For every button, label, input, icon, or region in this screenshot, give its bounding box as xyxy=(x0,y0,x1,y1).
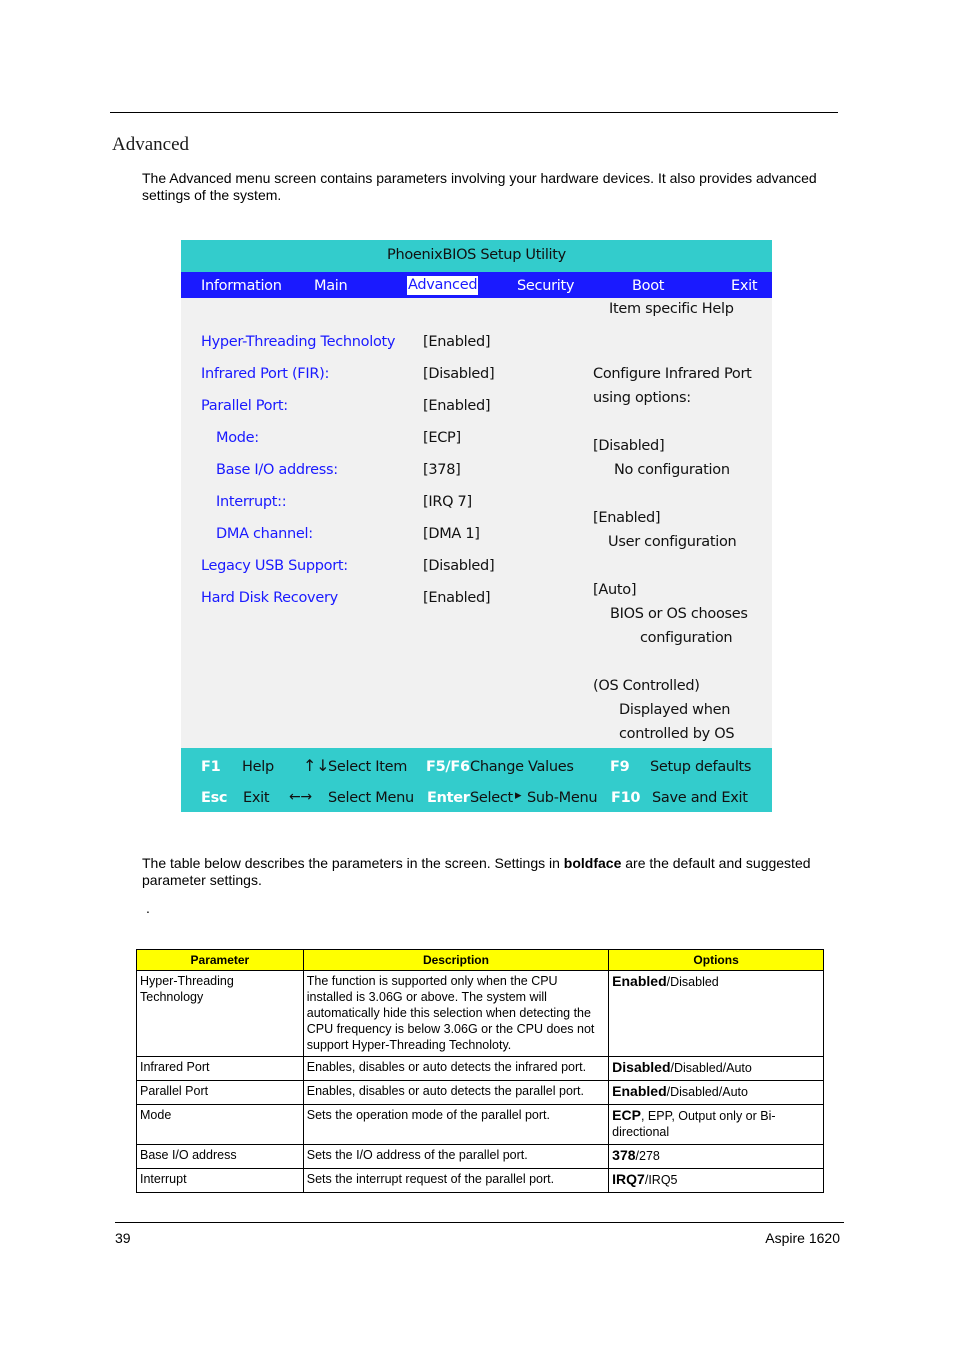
table-intro-paragraph xyxy=(142,855,842,889)
bios-item-value[interactable]: [Disabled] xyxy=(423,366,495,382)
description-cell: Enables, disables or auto detects the parallel port. xyxy=(303,1081,608,1105)
bios-menu-bar xyxy=(181,272,772,298)
bios-item-value[interactable]: [Enabled] xyxy=(423,334,491,350)
select-label: Select xyxy=(470,790,513,806)
bios-item-value[interactable]: [Enabled] xyxy=(423,398,491,414)
bios-item-label[interactable]: DMA channel: xyxy=(216,526,313,542)
parameter-cell: Infrared Port xyxy=(137,1057,304,1081)
options-cell xyxy=(609,1081,824,1105)
options-cell xyxy=(609,1145,824,1169)
other-options: /278 xyxy=(635,1149,660,1163)
table-intro-text-end: are the default and suggested parameter settings. xyxy=(142,855,811,888)
help-title: Item specific Help xyxy=(609,301,734,317)
bios-item-value[interactable]: [378] xyxy=(423,462,461,478)
bios-item-label[interactable]: Interrupt:: xyxy=(216,494,287,510)
description-cell: Sets the I/O address of the parallel port. xyxy=(303,1145,608,1169)
change-values-label: Change Values xyxy=(470,759,574,775)
other-options: /Disabled/Auto xyxy=(666,1085,748,1099)
description-cell: Sets the operation mode of the parallel port. xyxy=(303,1105,608,1145)
help-line: (OS Controlled) xyxy=(593,678,700,694)
other-options: , EPP, Output only or Bi-directional xyxy=(612,1109,776,1139)
parameter-cell: Hyper-Threading Technology xyxy=(137,971,304,1057)
header-description: Description xyxy=(303,950,608,971)
help-line: Displayed when xyxy=(619,702,731,718)
table-row xyxy=(137,1169,824,1193)
help-line: BIOS or OS chooses xyxy=(610,606,748,622)
bios-item-value[interactable]: [Enabled] xyxy=(423,590,491,606)
description-cell: Enables, disables or auto detects the infrared port. xyxy=(303,1057,608,1081)
f9-key: F9 xyxy=(610,759,630,775)
bios-item-label[interactable]: Base I/O address: xyxy=(216,462,338,478)
table-intro-bold: boldface xyxy=(563,855,622,871)
bios-item-label[interactable]: Parallel Port: xyxy=(201,398,288,414)
help-line: controlled by OS xyxy=(619,726,735,742)
bios-tab-advanced[interactable]: Advanced xyxy=(408,277,478,293)
f5-f6-key: F5/F6 xyxy=(426,759,470,775)
options-cell xyxy=(609,1057,824,1081)
left-right-arrows-icon: ←→ xyxy=(289,789,312,805)
header-parameter: Parameter xyxy=(137,950,304,971)
default-option: ECP xyxy=(612,1107,641,1123)
parameter-cell: Interrupt xyxy=(137,1169,304,1193)
help-line: User configuration xyxy=(608,534,737,550)
page-number: 39 xyxy=(115,1230,131,1246)
bios-tab-boot[interactable]: Boot xyxy=(632,278,665,294)
default-option: Enabled xyxy=(612,973,667,989)
bios-item-value[interactable]: [Disabled] xyxy=(423,558,495,574)
description-cell: Sets the interrupt request of the parallel port. xyxy=(303,1169,608,1193)
product-name: Aspire 1620 xyxy=(765,1230,840,1246)
section-heading: Advanced xyxy=(112,134,190,155)
help-line: [Disabled] xyxy=(593,438,665,454)
bios-tab-security[interactable]: Security xyxy=(517,278,575,294)
bios-item-label[interactable]: Legacy USB Support: xyxy=(201,558,348,574)
intro-paragraph: The Advanced menu screen contains parameters involving your hardware devices. It also provides advanced settings of the system. xyxy=(142,170,817,203)
bios-screenshot xyxy=(181,240,772,812)
select-item-label: Select Item xyxy=(328,759,408,775)
default-option: IRQ7 xyxy=(612,1171,645,1187)
help-line: [Enabled] xyxy=(593,510,661,526)
table-row xyxy=(137,1081,824,1105)
save-exit-label: Save and Exit xyxy=(652,790,748,806)
help-line: Configure Infrared Port xyxy=(593,366,752,382)
table-row xyxy=(137,1145,824,1169)
bios-tab-exit[interactable]: Exit xyxy=(731,278,758,294)
bios-tab-main[interactable]: Main xyxy=(314,278,348,294)
submenu-label: Sub-Menu xyxy=(527,790,598,806)
bios-item-value[interactable]: [ECP] xyxy=(423,430,461,446)
description-cell: The function is supported only when the CPU installed is 3.06G or above. The system will automatically hide this selection when detecting the CPU frequency is below 3.06G or the CPU does not support Hyper-Threading Technoloty. xyxy=(303,971,608,1057)
bios-title: PhoenixBIOS Setup Utility xyxy=(181,240,772,272)
other-options: /Disabled xyxy=(666,975,719,989)
table-row xyxy=(137,971,824,1057)
bottom-rule xyxy=(115,1222,844,1223)
parameter-cell: Parallel Port xyxy=(137,1081,304,1105)
default-option: 378 xyxy=(612,1147,636,1163)
help-line: [Auto] xyxy=(593,582,637,598)
f1-key: F1 xyxy=(201,759,221,775)
bios-tab-information[interactable]: Information xyxy=(201,278,282,294)
bios-key-legend xyxy=(181,748,772,812)
bios-item-value[interactable]: [DMA 1] xyxy=(423,526,480,542)
table-row xyxy=(137,1105,824,1145)
exit-key-label: Exit xyxy=(243,790,270,806)
bios-item-value[interactable]: [IRQ 7] xyxy=(423,494,472,510)
esc-key: Esc xyxy=(201,790,228,806)
setup-defaults-label: Setup defaults xyxy=(650,759,752,775)
other-options: /IRQ5 xyxy=(644,1173,678,1187)
bios-item-label[interactable]: Mode: xyxy=(216,430,259,446)
default-option: Disabled xyxy=(612,1059,671,1075)
help-key-label: Help xyxy=(242,759,274,775)
table-row xyxy=(137,1057,824,1081)
top-rule xyxy=(110,112,838,113)
help-line: using options: xyxy=(593,390,691,406)
enter-key: Enter xyxy=(427,790,470,806)
options-cell xyxy=(609,971,824,1057)
bios-item-label[interactable]: Hyper-Threading Technoloty xyxy=(201,334,396,350)
up-down-arrows-icon: ↑↓ xyxy=(303,756,330,775)
bios-item-label[interactable]: Hard Disk Recovery xyxy=(201,590,338,606)
stray-dot: . xyxy=(146,900,150,916)
options-cell xyxy=(609,1105,824,1145)
parameter-cell: Mode xyxy=(137,1105,304,1145)
parameters-table xyxy=(136,949,824,1193)
bios-item-label[interactable]: Infrared Port (FIR): xyxy=(201,366,330,382)
select-menu-label: Select Menu xyxy=(328,790,414,806)
f10-key: F10 xyxy=(611,790,641,806)
submenu-arrow-icon: ▸ xyxy=(515,788,522,803)
table-intro-text: The table below describes the parameters in the screen. Settings in xyxy=(142,855,564,871)
other-options: /Disabled/Auto xyxy=(670,1061,752,1075)
default-option: Enabled xyxy=(612,1083,667,1099)
help-line: configuration xyxy=(640,630,733,646)
options-cell xyxy=(609,1169,824,1193)
parameter-cell: Base I/O address xyxy=(137,1145,304,1169)
header-options: Options xyxy=(609,950,824,971)
table-header-row xyxy=(137,950,824,971)
help-line: No configuration xyxy=(614,462,730,478)
